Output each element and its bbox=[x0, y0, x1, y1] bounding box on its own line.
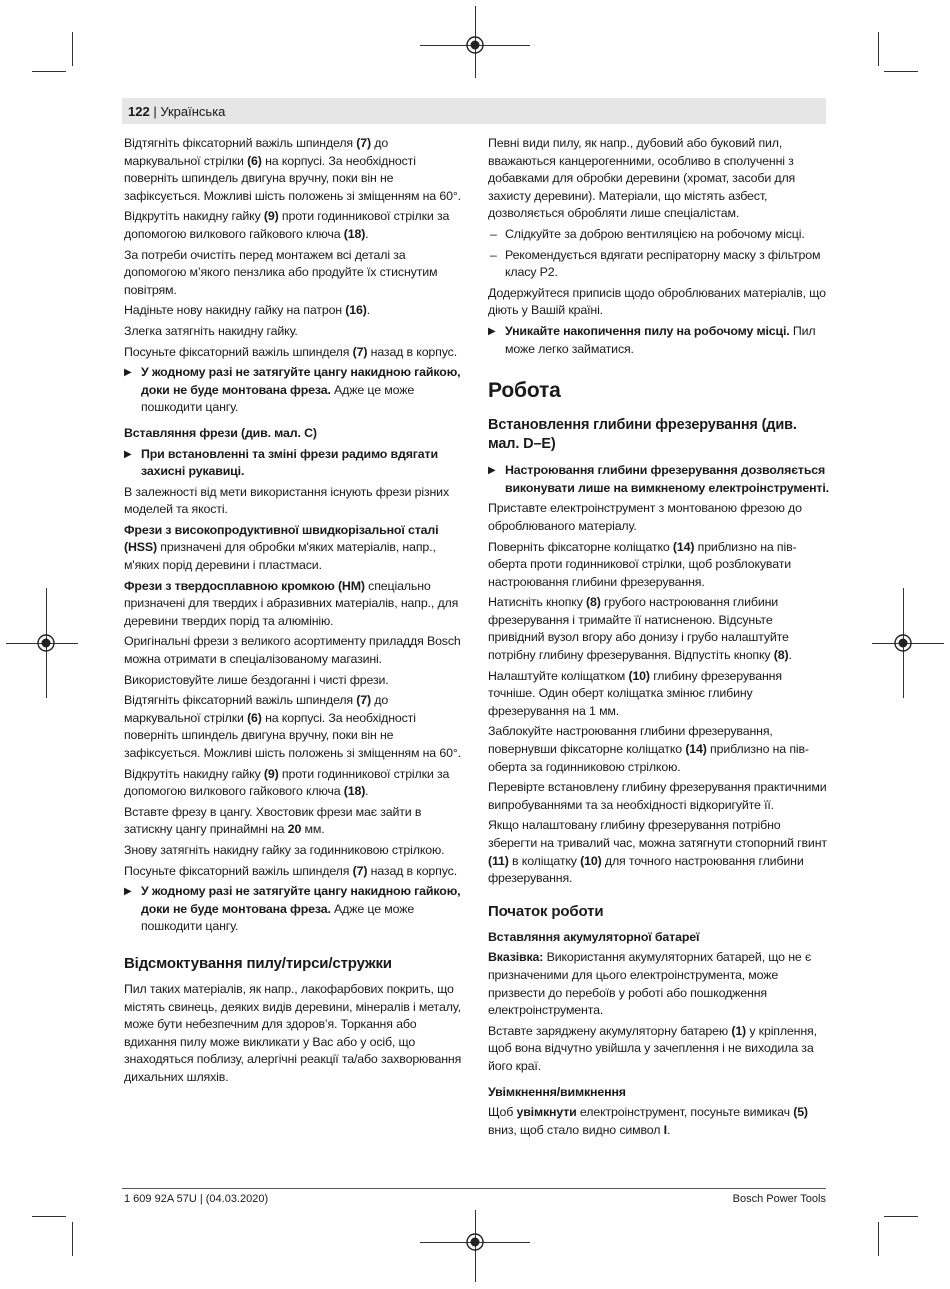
section-heading: Встановлення глибини фрезерування (див. мал. D–E) bbox=[488, 417, 797, 453]
paragraph: Відкрутіть накидну гайку (9) проти годинникової стрілки за допомогою вилкового гайкового ключа (18). bbox=[124, 766, 450, 799]
paragraph: Пил таких матеріалів, як напр., лакофарбових покрить, що містять свинець, деяких видів деревини, мінералів і металу, може бути небезпечним для здоров’я. Торкання або вдихання пилу може викликати у Вас або у осіб, що знаходяться поблизу, алергічні реакції та/або захворювання дихальних шляхів. bbox=[124, 981, 462, 1084]
paragraph: В залежності від мети використання існують фрези різних моделей та якості. bbox=[124, 484, 449, 517]
warning-item: ▶ Уникайте накопичення пилу на робочому місці. Пил може легко займатися. bbox=[488, 323, 816, 356]
crop-mark bbox=[884, 71, 918, 72]
crop-mark bbox=[72, 32, 73, 66]
triangle-bullet-icon: ▶ bbox=[124, 886, 132, 898]
crop-mark bbox=[878, 32, 879, 66]
page-header: 122 | Українська bbox=[128, 104, 226, 119]
paragraph: Приставте електроінструмент з монтованою фрезою до оброблюваного матеріалу. bbox=[488, 501, 802, 533]
chapter-heading: Робота bbox=[488, 379, 561, 403]
warning-item: ▶ У жодному разі не затягуйте цангу накидною гайкою, доки не буде монтована фреза. Адже це може пошкодити цангу. bbox=[124, 884, 461, 934]
subheading: Увімкнення/вимкнення bbox=[488, 1084, 626, 1099]
paragraph: За потреби очистіть перед монтажем всі деталі за допомогою м’якого пензлика або продуйте їх стиснутим повітрям. bbox=[124, 247, 438, 297]
triangle-bullet-icon: ▶ bbox=[488, 325, 496, 337]
paragraph: Відтягніть фіксаторний важіль шпинделя (7) до маркувальної стрілки (6) на корпусі. За необхідності поверніть шпиндель двигуна вручну, поки він не зафіксується. Можливі шість положень зі зміщенням на 60°. bbox=[124, 693, 461, 760]
registration-target-icon bbox=[36, 633, 56, 653]
dash-list-item: – Рекомендується вдягати респіраторну маску з фільтром класу P2. bbox=[490, 247, 821, 280]
header-band bbox=[122, 98, 826, 124]
crop-mark bbox=[72, 1222, 73, 1256]
paragraph: Налаштуйте коліщатком (10) глибину фрезерування точніше. Один оберт коліщатка змінює глибину фрезерування на 1 мм. bbox=[488, 668, 782, 718]
dash-list-item: – Слідкуйте за доброю вентиляцією на робочому місці. bbox=[490, 226, 805, 241]
paragraph: Перевірте встановлену глибину фрезерування практичними випробуваннями та за необхідності відкоригуйте її. bbox=[488, 780, 827, 812]
crop-mark bbox=[32, 1216, 66, 1217]
paragraph: Якщо налаштовану глибину фрезерування потрібно зберегти на тривалий час, можна затягнути стопорний гвинт (11) в коліщатку (10) для точного настроювання глибини фрезерування. bbox=[488, 818, 827, 886]
registration-target-icon bbox=[465, 35, 485, 55]
paragraph: Певні види пилу, як напр., дубовий або буковий пил, вважаються канцерогенними, особливо в сполученні з добавками для обробки деревини (хромат, засоби для захисту деревини). Матеріали, що містять азбест, дозволяється обробляти лише спеціалістам. bbox=[488, 136, 796, 221]
paragraph: Відкрутіть накидну гайку (9) проти годинникової стрілки за допомогою вилкового гайкового ключа (18). bbox=[124, 209, 450, 241]
paragraph: Використовуйте лише бездоганні і чисті фрези. bbox=[124, 672, 389, 687]
page-language: Українська bbox=[160, 104, 226, 119]
section-heading: Початок роботи bbox=[488, 902, 604, 920]
paragraph: Відтягніть фіксаторний важіль шпинделя (7) до маркувальної стрілки (6) на корпусі. За необхідності поверніть шпиндель двигуна вручну, поки він не зафіксується. Можливі шість положень зі зміщенням на 60°. bbox=[124, 136, 461, 203]
warning-item: ▶ Настроювання глибини фрезерування дозволяється виконувати лише на вимкненому електроінструменті. bbox=[488, 463, 829, 495]
paragraph: Заблокуйте настроювання глибини фрезерування, повернувши фіксаторне коліщатко (14) приблизно на пів-оберта за годинниковою стрілкою. bbox=[488, 724, 809, 774]
paragraph: Злегка затягніть накидну гайку. bbox=[124, 323, 298, 338]
paragraph: Оригінальні фрези з великого асортименту приладдя Bosch можна отримати в спеціалізованому магазині. bbox=[124, 634, 461, 667]
paragraph: Посуньте фіксаторний важіль шпинделя (7) назад в корпус. bbox=[124, 344, 457, 359]
crop-mark bbox=[878, 1222, 879, 1256]
paragraph: Посуньте фіксаторний важіль шпинделя (7) назад в корпус. bbox=[124, 863, 457, 878]
subheading: Вставляння акумуляторної батареї bbox=[488, 929, 700, 944]
registration-target-icon bbox=[893, 633, 913, 653]
right-column bbox=[488, 135, 830, 1142]
triangle-bullet-icon: ▶ bbox=[488, 465, 496, 477]
footer-doc-code: 1 609 92A 57U | (04.03.2020) bbox=[124, 1193, 269, 1205]
triangle-bullet-icon: ▶ bbox=[124, 448, 132, 460]
section-heading: Відсмоктування пилу/тирси/стружки bbox=[124, 954, 392, 972]
paragraph: Знову затягніть накидну гайку за годинниковою стрілкою. bbox=[124, 842, 445, 857]
page-number: 122 bbox=[128, 104, 150, 119]
paragraph: Натисніть кнопку (8) грубого настроювання глибини фрезерування і тримайте її натисненою. Відсуньте привідний вузол вгору або донизу і грубо налаштуйте потрібну глибину фрезерування. Відпустіть кнопку (8). bbox=[488, 595, 792, 663]
paragraph: Вставте заряджену акумуляторну батарею (1) у кріплення, щоб вона відчутно увійшла у зачеплення і не виходила за його краї. bbox=[488, 1023, 817, 1073]
paragraph: Фрези з твердосплавною кромкою (HM) спеціально призначені для твердих і абразивних матеріалів, напр., для деревини твердих порід та алюмінію. bbox=[124, 578, 459, 628]
subheading: Вставляння фрези (див. мал. C) bbox=[124, 425, 317, 440]
warning-item: ▶ При встановленні та зміні фрези радимо вдягати захисні рукавиці. bbox=[124, 446, 438, 479]
paragraph: Додержуйтеся приписів щодо оброблюваних матеріалів, що діють у Вашій країні. bbox=[488, 285, 826, 318]
paragraph: Поверніть фіксаторне коліщатко (14) приблизно на пів-оберта проти годинникової стрілки, щоб розблокувати настроювання глибини фрезерування. bbox=[488, 539, 797, 589]
paragraph: Фрези з високопродуктивної швидкорізальної сталі (HSS) призначені для обробки м'яких матеріалів, напр., м'яких порід деревини і пластмаси. bbox=[124, 522, 439, 573]
footer-brand: Bosch Power Tools bbox=[732, 1193, 826, 1205]
paragraph: Вставте фрезу в цангу. Хвостовик фрези має зайти в затискну цангу принаймні на 20 мм. bbox=[124, 804, 422, 837]
left-column bbox=[124, 135, 466, 1090]
paragraph: Надіньте нову накидну гайку на патрон (16). bbox=[124, 303, 371, 318]
footer-rule bbox=[122, 1188, 826, 1189]
registration-target-icon bbox=[465, 1232, 485, 1252]
paragraph: Вказівка: Використання акумуляторних батарей, що не є призначеними для цього електроінструмента, може призвести до перебоїв у роботі або пошкодження електроінструмента. bbox=[488, 950, 812, 1018]
warning-item: ▶ У жодному разі не затягуйте цангу накидною гайкою, доки не буде монтована фреза. Адже це може пошкодити цангу. bbox=[124, 365, 461, 415]
crop-mark bbox=[884, 1216, 918, 1217]
crop-mark bbox=[32, 71, 66, 72]
triangle-bullet-icon: ▶ bbox=[124, 367, 132, 379]
paragraph: Щоб увімкнути електроінструмент, посуньте вимикач (5) вниз, щоб стало видно символ I. bbox=[488, 1105, 808, 1137]
